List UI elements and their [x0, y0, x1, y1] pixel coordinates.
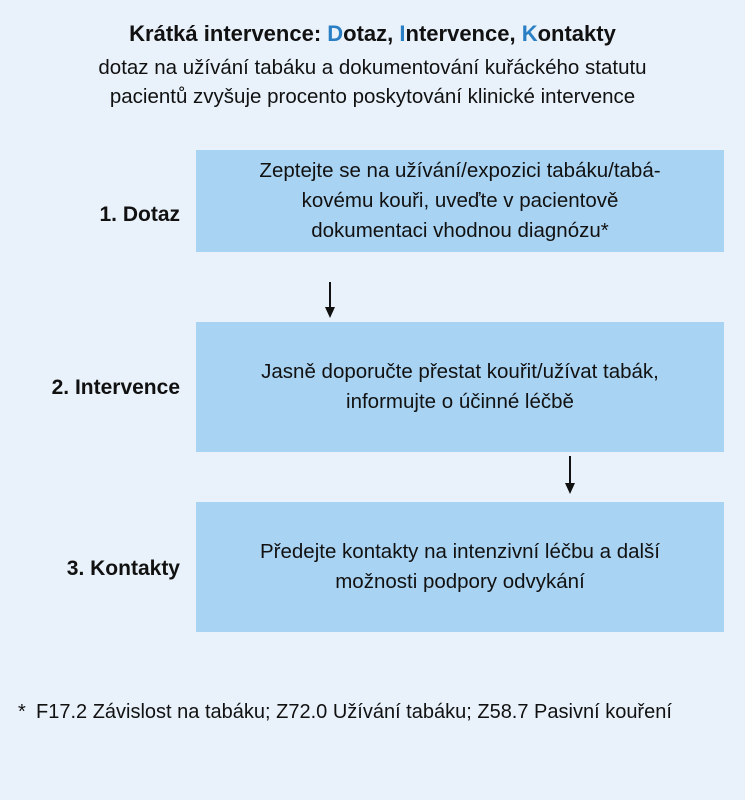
subtitle-line-1: dotaz na užívání tabáku a dokumentování kuřáckého statutu	[98, 56, 647, 79]
step-2-box	[196, 322, 724, 452]
title-accent-i: I	[399, 21, 406, 46]
title-accent-k: K	[521, 21, 538, 46]
footnote	[18, 697, 718, 728]
title-prefix: Krátká intervence:	[129, 21, 328, 46]
title-accent-d: D	[327, 21, 344, 46]
title-rest-k: ontakty	[537, 21, 616, 46]
step-2-line-2: informujte o účinné léčbě	[346, 390, 574, 413]
step-3-label: 3. Kontakty	[66, 557, 180, 580]
step-1-box	[196, 150, 724, 252]
step-1-label: 1. Dotaz	[99, 203, 180, 226]
title-rest-i: ntervence,	[405, 21, 522, 46]
title-rest-d: otaz,	[343, 21, 400, 46]
down-arrow-icon	[320, 282, 340, 320]
footnote-text: F17.2 Závislost na tabáku; Z72.0 Užívání tabáku; Z58.7 Pasivní kouření	[36, 701, 672, 723]
diagram-title	[0, 20, 745, 48]
step-3-line-1: Předejte kontakty na intenzivní léčbu a další	[260, 540, 660, 563]
step-3-box	[196, 502, 724, 632]
step-1-line-2: kovému kouři, uveďte v pacientově	[301, 189, 619, 212]
step-1-line-1: Zeptejte se na užívání/expozici tabáku/tabá-	[259, 159, 661, 182]
step-1-line-3: dokumentaci vhodnou diagnózu*	[311, 219, 609, 242]
step-2-label: 2. Intervence	[51, 376, 180, 399]
subtitle-line-2: pacientů zvyšuje procento poskytování klinické intervence	[109, 85, 636, 108]
step-3-line-2: možnosti podpory odvykání	[335, 570, 585, 593]
footnote-marker: *	[18, 701, 26, 723]
step-2-line-1: Jasně doporučte přestat kouřit/užívat tabák,	[261, 360, 659, 383]
diagram-subtitle	[0, 53, 745, 111]
down-arrow-icon	[560, 456, 580, 496]
